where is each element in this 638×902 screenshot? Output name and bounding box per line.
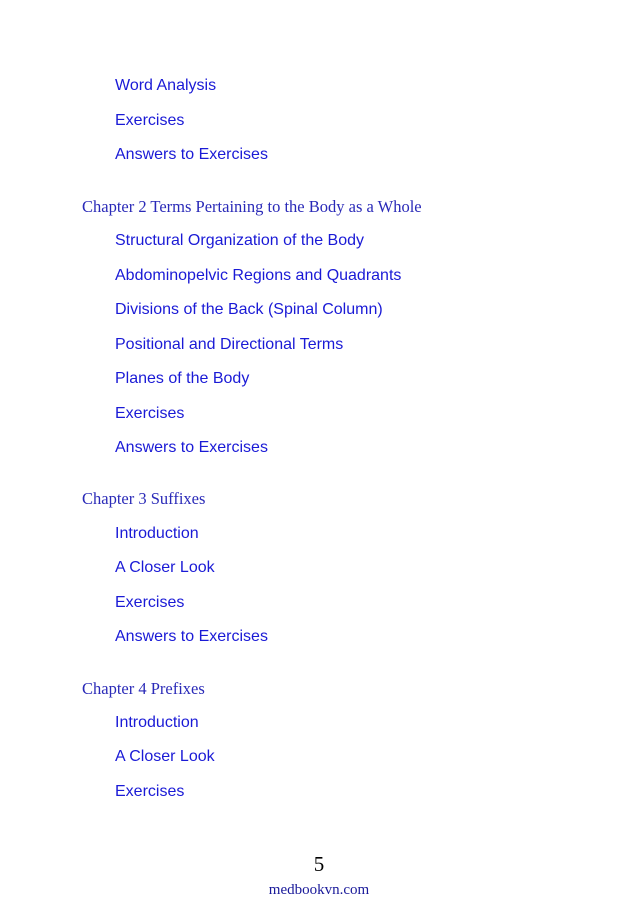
toc-item-exercises[interactable]: Exercises — [115, 112, 185, 129]
toc-item-answers-to-exercises[interactable]: Answers to Exercises — [115, 628, 268, 645]
toc-chapter-4-heading[interactable]: Chapter 4 Prefixes — [82, 679, 205, 698]
toc-item-answers-to-exercises[interactable]: Answers to Exercises — [115, 146, 268, 163]
toc-item-exercises[interactable]: Exercises — [115, 405, 185, 422]
toc-item-abdominopelvic-regions[interactable]: Abdominopelvic Regions and Quadrants — [115, 267, 402, 284]
toc-item-introduction[interactable]: Introduction — [115, 525, 199, 542]
toc-chapter-2-heading[interactable]: Chapter 2 Terms Pertaining to the Body as a Whole — [82, 197, 422, 216]
toc-item-divisions-of-the-back[interactable]: Divisions of the Back (Spinal Column) — [115, 301, 383, 318]
toc-item-positional-directional-terms[interactable]: Positional and Directional Terms — [115, 336, 344, 353]
toc-item-structural-organization[interactable]: Structural Organization of the Body — [115, 232, 365, 249]
toc-item-answers-to-exercises[interactable]: Answers to Exercises — [115, 439, 268, 456]
toc-item-introduction[interactable]: Introduction — [115, 714, 199, 731]
toc-item-word-analysis[interactable]: Word Analysis — [115, 77, 217, 94]
toc-chapter-3-heading[interactable]: Chapter 3 Suffixes — [82, 489, 206, 508]
site-watermark: medbookvn.com — [268, 882, 370, 898]
page-number: 5 — [313, 852, 325, 876]
toc-item-a-closer-look[interactable]: A Closer Look — [115, 748, 215, 765]
toc-item-exercises[interactable]: Exercises — [115, 783, 185, 800]
toc-item-exercises[interactable]: Exercises — [115, 594, 185, 611]
toc-item-a-closer-look[interactable]: A Closer Look — [115, 559, 215, 576]
toc-item-planes-of-the-body[interactable]: Planes of the Body — [115, 370, 250, 387]
